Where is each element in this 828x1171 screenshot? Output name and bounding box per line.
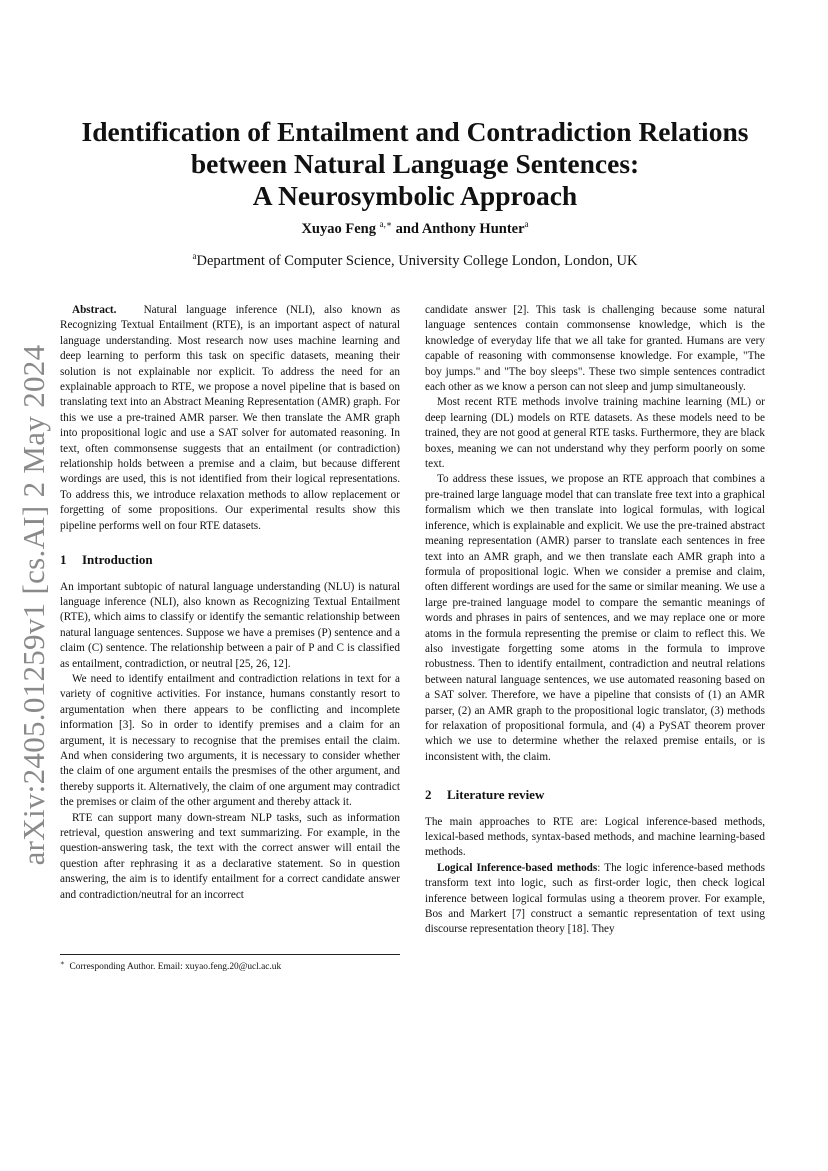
body-paragraph: To address these issues, we propose an RTE approach that combines a pre-trained large language model that can translate free text into a graphical formalism which we then translate into logical formulas, with logical inference, which is explainable and explicit. We use the pre-trained abstract meaning representation (AMR) parser to translate each sentences in free text into an AMR graph, and we then translate each AMR graph into a formula of propositional logic. When we consider a premise and claim, often different wordings are used for the same or similar meaning. We use a large pre-trained language model to compare the semantic meanings of words and phrases in pairs of sentences, and we may replace one or more atoms in the formula representing the premise or claim to reflect this. We also investigate forgetting some atoms in the formula to improve robustness. Then to identify entailment, contradiction and neutral relations between natural language sentences, we use automated reasoning based on a SAT solver. Therefore, we have a pipeline that consists of (1) an AMR parser, (2) an AMR graph to the propositional logic translator, (3) methods for relaxation of propositional formula, and (4) a PySAT theorem prover which we use to determine whether the relaxed premise entails, or is inconsistent with, the claim. — [425, 473, 765, 763]
affiliation-text: Department of Computer Science, University College London, London, UK — [196, 252, 638, 269]
affiliation — [60, 251, 770, 270]
arxiv-identifier-stamp: arXiv:2405.01259v1 [cs.AI] 2 May 2024 — [16, 344, 51, 866]
body-paragraph — [425, 861, 765, 938]
author-affiliation-mark: a — [524, 219, 529, 229]
title-line-3: A Neurosymbolic Approach — [252, 180, 578, 211]
paragraph-lead: Logical Inference-based methods — [437, 861, 598, 874]
left-column — [60, 303, 400, 903]
footnote-mark: ∗ — [60, 959, 65, 967]
section-heading-literature-review — [425, 787, 765, 802]
section-number: 2 — [425, 787, 432, 803]
footnote-text: Corresponding Author. Email: xuyao.feng.20@ucl.ac.uk — [69, 962, 282, 973]
body-paragraph: Most recent RTE methods involve training machine learning (ML) or deep learning (DL) models on RTE datasets. As these models need to be trained, they are not good at general RTE tasks. Furthermore, they are black boxes, meaning we can not understand why they perform poorly on some text. — [425, 396, 765, 471]
arxiv-sidebar — [4, 344, 64, 866]
paper-title — [60, 116, 770, 212]
author-name: Xuyao Feng — [301, 220, 376, 237]
abstract-label: Abstract. — [72, 304, 117, 316]
author-list — [60, 219, 770, 238]
body-paragraph: RTE can support many down-stream NLP tasks, such as information retrieval, question answering and text summarizing. For example, in the question-answering task, the text with the correct answer will entail the question after rephrasing it as a declarative statement. So in question answering, the aim is to identify entailment for a correct candidate answer and contradiction/neutral for an incorrect — [60, 811, 400, 901]
author-name: Anthony Hunter — [421, 220, 525, 237]
right-column — [425, 303, 765, 938]
affiliation-mark: a — [192, 251, 197, 261]
abstract-text: Natural language inference (NLI), also known as Recognizing Textual Entailment (RTE), is an important aspect of natural language understanding. Most research now uses machine learning and deep learning to perform this task on specific datasets, meaning their solution is not explainable nor explicit. To address the need for an explainable approach to RTE, we propose a novel pipeline that is based on translating text into an Abstract Meaning Representation (AMR) graph. For this we use a pre-trained AMR parser. We then translate the AMR graph into propositional logic and use a SAT solver for automated reasoning. In text, often commonsense suggests that an entailment (or contradiction) relationship holds between a premise and a claim, but because different wordings are used, this is not identified from their logical representations. To address this, we introduce relaxation methods to allow replacement or forgetting of some propositions. Our experimental results show this pipeline performs well on four RTE datasets. — [60, 304, 401, 532]
footnote — [60, 959, 400, 972]
section-number: 1 — [60, 552, 67, 568]
section-title: Literature review — [447, 787, 545, 803]
author-affiliation-mark: a,∗ — [379, 219, 392, 229]
body-paragraph: We need to identify entailment and contradiction relations in text for a variety of cognitive activities. For instance, humans constantly resort to argumentation when there appears to be conflicting and incomplete information [3]. So in order to identify premises and a claim for an argument, it is necessary to recognise that the premises entail the claim. And when considering two arguments, it is necessary to consider whether the claim of one argument entails the presmises of the other argument, and thereby supports it. Alternatively, the claim of one argument may contradict the premises or claim of the other argument and thereby attack it. — [60, 672, 400, 809]
title-line-1: Identification of Entailment and Contradiction Relations — [81, 116, 749, 147]
section-title: Introduction — [82, 552, 153, 568]
body-paragraph: An important subtopic of natural language understanding (NLU) is natural language inference (NLI), also known as Recognizing Textual Entailment (RTE), which aims to classify or identify the semantic relationship between natural language sentences. Suppose we have a premises (P) sentence and a claim (C) sentence. The relationship between a pair of P and C is classified as entailment, contradiction, or neutral [25, 26, 12]. — [60, 580, 400, 670]
author-joiner: and — [395, 220, 419, 237]
body-paragraph: candidate answer [2]. This task is challenging because some natural language sentences contain commonsense knowledge, which is the knowledge of everyday life that we all take for granted. Humans are very capable of reasoning with commonsense knowledge. For example, "The boy jumps." and "The boy sleeps". These two simple sentences contradict each other as we know a person can not sleep and jump simultaneously. — [425, 304, 765, 394]
paragraph-text: : The logic inference-based methods transform text into logic, such as first-order logic, then check logical inference between logical formulas using a theorem prover. For example, Bos and Markert [7] construct a semantic representation of text using discourse representation theory [18]. They — [425, 861, 766, 936]
title-line-2: between Natural Language Sentences: — [190, 148, 640, 179]
section-heading-introduction — [60, 552, 400, 567]
abstract — [60, 303, 400, 534]
body-paragraph: The main approaches to RTE are: Logical inference-based methods, lexical-based methods, syntax-based methods, and machine learning-based methods. — [425, 815, 765, 859]
footnote-divider — [60, 954, 400, 955]
